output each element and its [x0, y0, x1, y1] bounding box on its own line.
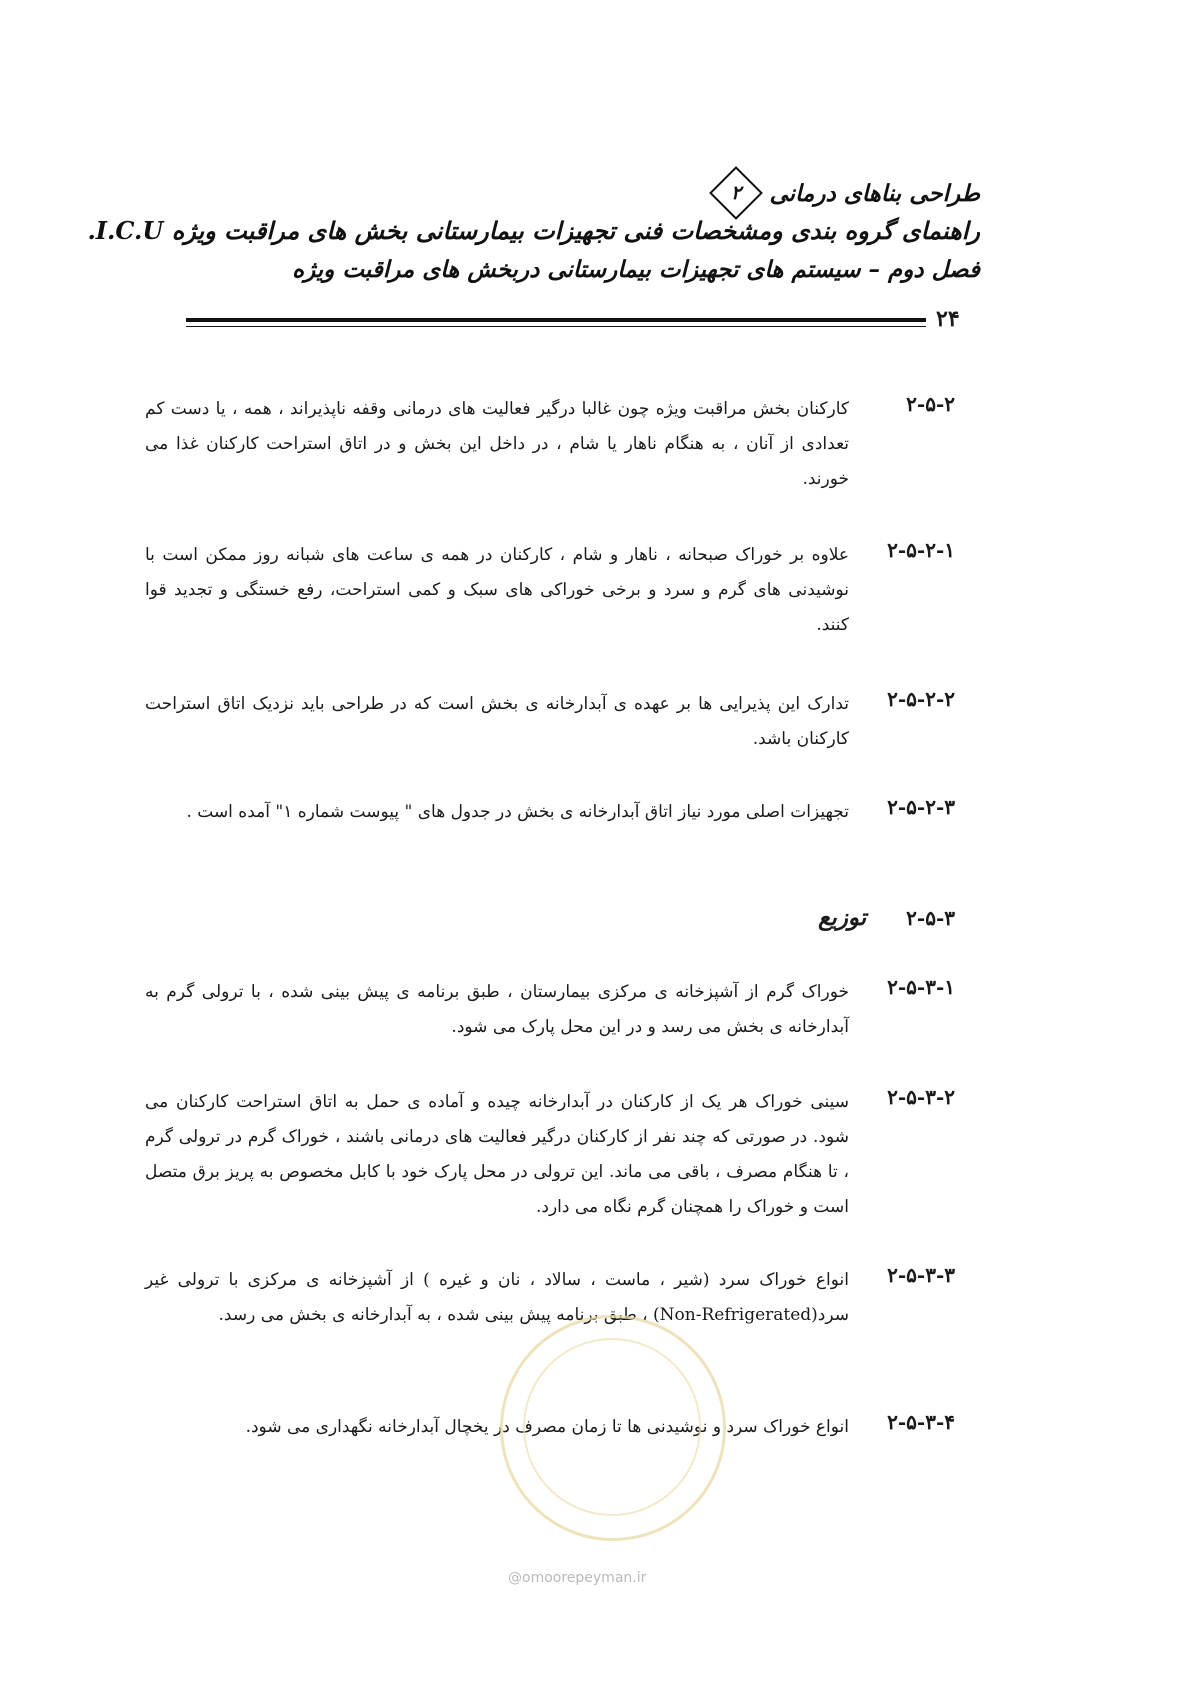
paragraph-number: ۲-۵-۳-۴ — [887, 1410, 955, 1434]
paragraph — [145, 538, 955, 643]
paragraph — [145, 795, 955, 830]
section-heading — [145, 904, 955, 944]
paragraph-number: ۲-۵-۲-۱ — [887, 538, 955, 562]
watermark-seal-icon — [500, 1315, 726, 1541]
page-number: ۲۴ — [936, 306, 960, 332]
paragraph-text: سینی خوراک هر یک از کارکنان در آبدارخانه چیده و آماده ی حمل به اتاق استراحت کارکنان می شود. در صورتی که چند نفر از کارکنان درگیر فعالیت های درمانی باشند ، خوراک گرم در ترولی گرم ، تا هنگام مصرف ، باقی می ماند. این ترولی در محل پارک خود با کابل مخصوص به پریز برق متصل است و خوراک را همچنان گرم نگاه می دارد. — [145, 1092, 849, 1217]
section-title-row — [818, 904, 955, 931]
chapter-title: فصل دوم – سیستم های تجهیزات بیمارستانی دربخش های مراقبت ویژه — [292, 256, 980, 283]
paragraph-number: ۲-۵-۳-۱ — [887, 975, 955, 999]
paragraph-number: ۲-۵-۲-۳ — [887, 795, 955, 819]
paragraph-text: تجهیزات اصلی مورد نیاز اتاق آبدارخانه ی بخش در جدول های " پیوست شماره ۱" آمده است . — [186, 802, 849, 822]
header-rule-thin — [186, 326, 926, 327]
paragraph-text: علاوه بر خوراک صبحانه ، ناهار و شام ، کارکنان در همه ی ساعت های شبانه روز ممکن است با نوشیدنی های گرم و سرد و برخی خوراکی های سبک و کمی استراحت، رفع خستگی و تجدید قوا کنند. — [145, 545, 849, 635]
header-rule — [186, 318, 926, 327]
book-title-line — [709, 174, 980, 212]
guide-title: راهنمای گروه بندی ومشخصات فنی تجهیزات بیمارستانی بخش های مراقبت ویژه I.C.U. — [87, 216, 980, 245]
volume-number: ۲ — [731, 182, 742, 204]
paragraph-number: ۲-۵-۲ — [906, 392, 955, 416]
paragraph — [145, 975, 955, 1045]
paragraph — [145, 1263, 955, 1333]
watermark-site: @omoorepeyman.ir — [508, 1570, 647, 1586]
paragraph-text: انواع خوراک سرد (شیر ، ماست ، سالاد ، نان و غیره ) از آشپزخانه ی مرکزی با ترولی غیر سرد(Non-Refrigerated) ، طبق برنامه پیش بینی شده ، به آبدارخانه ی بخش می رسد. — [145, 1270, 849, 1325]
paragraph-text: خوراک گرم از آشپزخانه ی مرکزی بیمارستان ، طبق برنامه ی پیش بینی شده ، با ترولی گرم به آبدارخانه ی بخش می رسد و در این محل پارک می شود. — [145, 982, 849, 1037]
paragraph-number: ۲-۵-۳-۲ — [887, 1085, 955, 1109]
paragraph-number: ۲-۵-۲-۲ — [887, 687, 955, 711]
paragraph-text: کارکنان بخش مراقبت ویژه چون غالبا درگیر فعالیت های درمانی وقفه ناپذیراند ، همه ، یا دست کم تعدادی از آنان ، به هنگام ناهار یا شام ، در داخل این بخش و در اتاق استراحت کارکنان غذا می خورند. — [145, 399, 849, 489]
section-number: ۲-۵-۳ — [906, 906, 955, 930]
paragraph-number: ۲-۵-۳-۳ — [887, 1263, 955, 1287]
paragraph — [145, 1085, 955, 1225]
header-rule-thick — [186, 318, 926, 322]
volume-badge — [710, 166, 764, 220]
paragraph-text: تدارک این پذیرایی ها بر عهده ی آبدارخانه ی بخش است که در طراحی باید نزدیک اتاق استراحت کارکنان باشد. — [145, 694, 849, 749]
paragraph — [145, 392, 955, 497]
paragraph — [145, 687, 955, 757]
paragraph-text: انواع خوراک سرد و نوشیدنی ها تا زمان مصرف در یخچال آبدارخانه نگهداری می شود. — [245, 1417, 849, 1437]
book-title: طراحی بناهای درمانی — [769, 179, 980, 207]
section-title: توزیع — [818, 904, 867, 931]
watermark-inner-ring — [523, 1338, 701, 1516]
